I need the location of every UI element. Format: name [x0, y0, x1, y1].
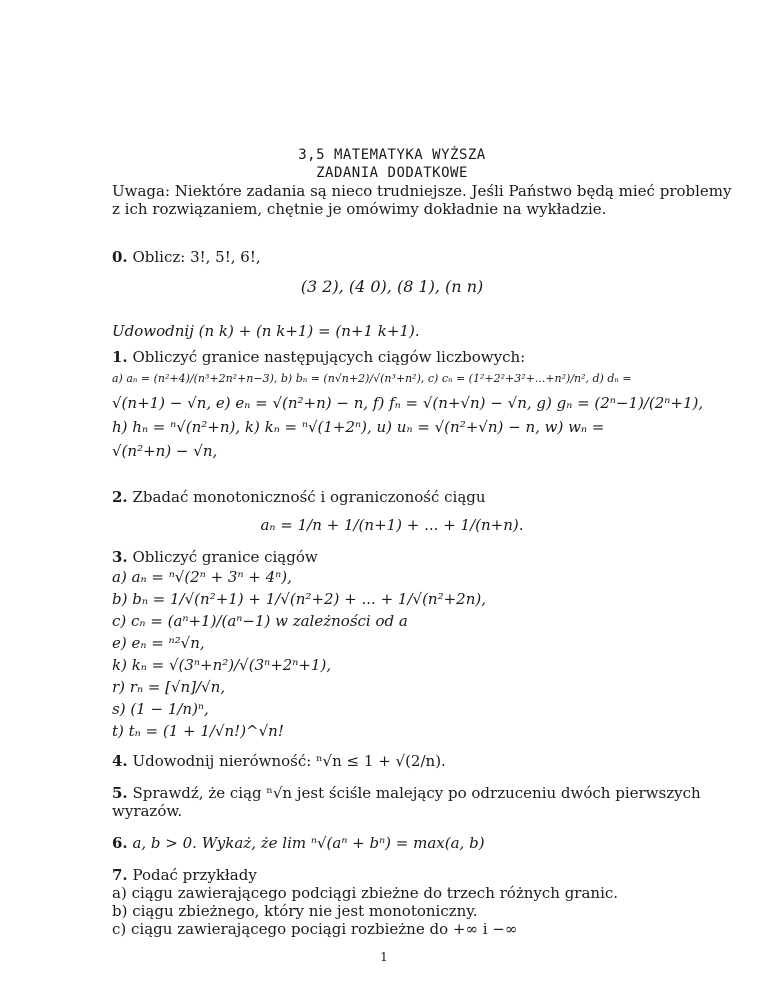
- task-number: 1.: [112, 348, 128, 366]
- task-3-item: c) cₙ = (aⁿ+1)/(aⁿ−1) w zależności od a: [112, 612, 408, 630]
- task-number: 0.: [112, 248, 128, 266]
- task-text: Oblicz: 3!, 5!, 6!,: [132, 248, 261, 266]
- task-7-item: a) ciągu zawierającego podciągi zbieżne do trzech różnych granic.: [112, 884, 619, 902]
- task-text: Udowodnij nierówność: ⁿ√n ≤ 1 + √(2/n).: [132, 752, 446, 770]
- task-text: Zbadać monotoniczność i ograniczoność ciągu: [132, 488, 486, 506]
- task-3-item: e) eₙ = ⁿ²√n,: [112, 634, 205, 652]
- task-2: [112, 488, 672, 506]
- task-number: 7.: [112, 866, 128, 884]
- task-7-item: b) ciągu zbieżnego, który nie jest monotoniczny.: [112, 902, 478, 920]
- task-7: [112, 866, 672, 884]
- task-text: Obliczyć granice następujących ciągów liczbowych:: [132, 348, 526, 366]
- task-7-item: c) ciągu zawierającego pociągi rozbieżne do +∞ i −∞: [112, 920, 518, 938]
- task-1-line-d: √(n²+n) − √n,: [112, 442, 218, 460]
- task-1-line-b: √(n+1) − √n, e) eₙ = √(n²+n) − n, f) fₙ = √(n+√n) − √n, g) gₙ = (2ⁿ−1)/(2ⁿ+1),: [112, 394, 704, 412]
- task-number: 5.: [112, 784, 128, 802]
- task-1-line-a: a) aₙ = (n²+4)/(n³+2n²+n−3), b) bₙ = (n√n+2)/√(n³+n²), c) cₙ = (1²+2²+3²+...+n²)/n², d) dₙ =: [112, 372, 632, 385]
- task-6: [112, 834, 672, 852]
- note-line-1: Uwaga: Niektóre zadania są nieco trudniejsze. Jeśli Państwo będą mieć problemy: [112, 182, 732, 200]
- task-3-item: t) tₙ = (1 + 1/√n!)^√n!: [112, 722, 284, 740]
- task-number: 2.: [112, 488, 128, 506]
- note-line-2: z ich rozwiązaniem, chętnie je omówimy dokładnie na wykładzie.: [112, 200, 607, 218]
- document-title: 3,5 MATEMATYKA WYŻSZA: [298, 147, 486, 163]
- task-text: Obliczyć granice ciągów: [132, 548, 318, 566]
- task-3: [112, 548, 672, 566]
- binomial-list: (3 2), (4 0), (8 1), (n n): [300, 277, 484, 296]
- task-3-item: r) rₙ = [√n]/√n,: [112, 678, 226, 696]
- task-3-item: b) bₙ = 1/√(n²+1) + 1/√(n²+2) + ... + 1/√(n²+2n),: [112, 590, 486, 608]
- task-3-item: s) (1 − 1/n)ⁿ,: [112, 700, 209, 718]
- task-number: 4.: [112, 752, 128, 770]
- task-5-line-2: wyrazów.: [112, 802, 183, 820]
- task-number: 3.: [112, 548, 128, 566]
- page-number: 1: [380, 950, 388, 964]
- task-2-formula: aₙ = 1/n + 1/(n+1) + ... + 1/(n+n).: [260, 516, 524, 534]
- task-text: Podać przykłady: [132, 866, 257, 884]
- task-3-item: a) aₙ = ⁿ√(2ⁿ + 3ⁿ + 4ⁿ),: [112, 568, 292, 586]
- task-0: [112, 248, 672, 266]
- document-subtitle: ZADANIA DODATKOWE: [316, 165, 468, 181]
- binomial-identity: Udowodnij (n k) + (n k+1) = (n+1 k+1).: [112, 322, 420, 340]
- task-1-line-c: h) hₙ = ⁿ√(n²+n), k) kₙ = ⁿ√(1+2ⁿ), u) uₙ = √(n²+√n) − n, w) wₙ =: [112, 418, 605, 436]
- task-text: Sprawdź, że ciąg ⁿ√n jest ściśle malejący po odrzuceniu dwóch pierwszych: [132, 784, 701, 802]
- task-text: a, b > 0. Wykaż, że lim ⁿ√(aⁿ + bⁿ) = max(a, b): [132, 834, 485, 852]
- task-number: 6.: [112, 834, 128, 852]
- task-1: [112, 348, 672, 366]
- task-5: [112, 784, 701, 802]
- task-4: [112, 752, 672, 770]
- task-3-item: k) kₙ = √(3ⁿ+n²)/√(3ⁿ+2ⁿ+1),: [112, 656, 332, 674]
